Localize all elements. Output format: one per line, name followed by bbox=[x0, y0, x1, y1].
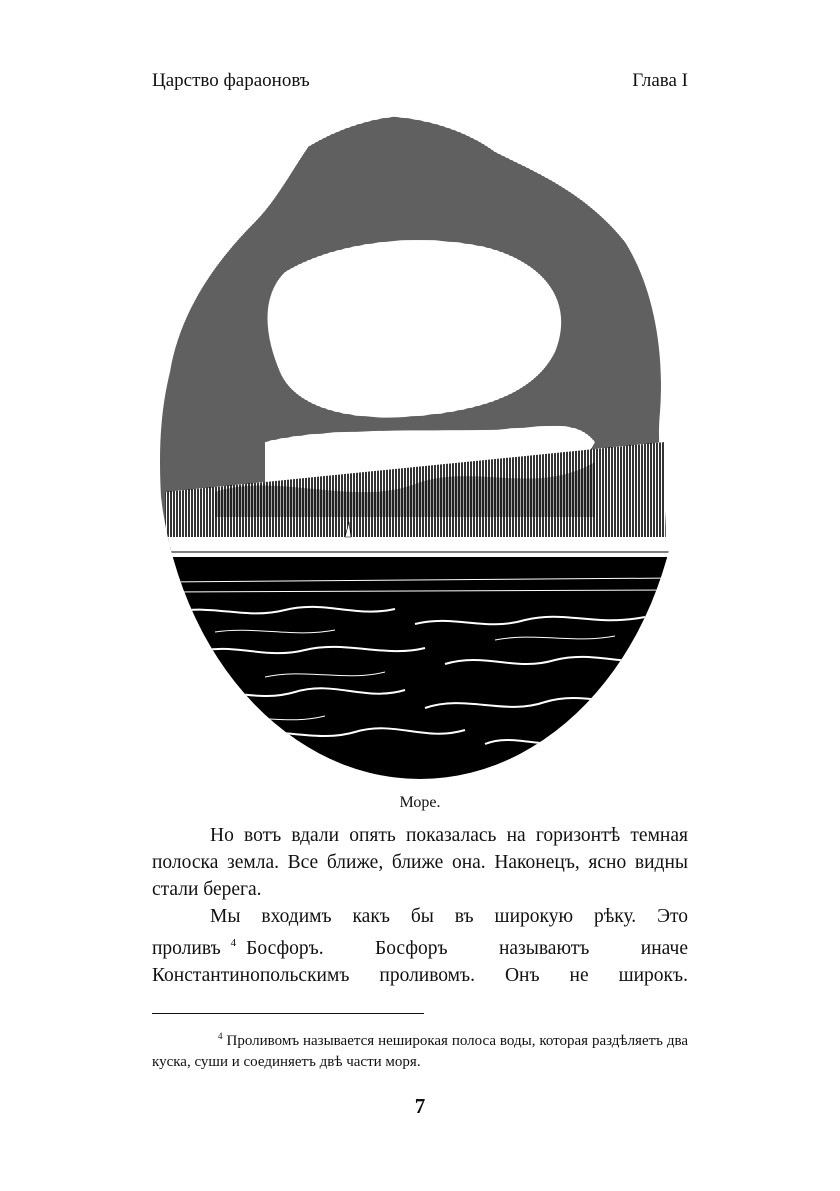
footnote-reference[interactable]: 4 bbox=[230, 937, 237, 949]
book-title: Царство фараоновъ bbox=[152, 70, 310, 91]
paragraph-1: Но вотъ вдали опять показалась на горизонтѣ темная полоска земла. Все ближе, ближе она. Наконецъ, ясно видны стали берега. bbox=[152, 825, 688, 900]
paragraph-2-end: Босфоръ. Босфоръ называютъ иначе Константинопольскимъ проливомъ. Онъ не широкъ. bbox=[152, 938, 688, 986]
footnote-divider bbox=[152, 1013, 424, 1014]
chapter-label: Глава I bbox=[632, 70, 688, 91]
figure-caption: Море. bbox=[399, 794, 441, 811]
page-number: 7 bbox=[414, 1094, 426, 1118]
sea-illustration bbox=[155, 112, 685, 782]
paragraph-2-start: Мы входимъ какъ бы въ широкую рѣку. Это проливъ bbox=[152, 906, 688, 959]
footnote-number: 4 bbox=[218, 1031, 223, 1041]
paragraph-2 bbox=[152, 903, 688, 989]
sea-engraving-icon bbox=[155, 112, 685, 782]
body-text bbox=[152, 822, 688, 989]
footnote-text: Проливомъ называется неширокая полоса воды, которая раздѣляетъ два куска, суши и соединяетъ двѣ части моря. bbox=[152, 1033, 688, 1070]
running-head bbox=[152, 70, 688, 92]
footnote bbox=[152, 1026, 688, 1073]
